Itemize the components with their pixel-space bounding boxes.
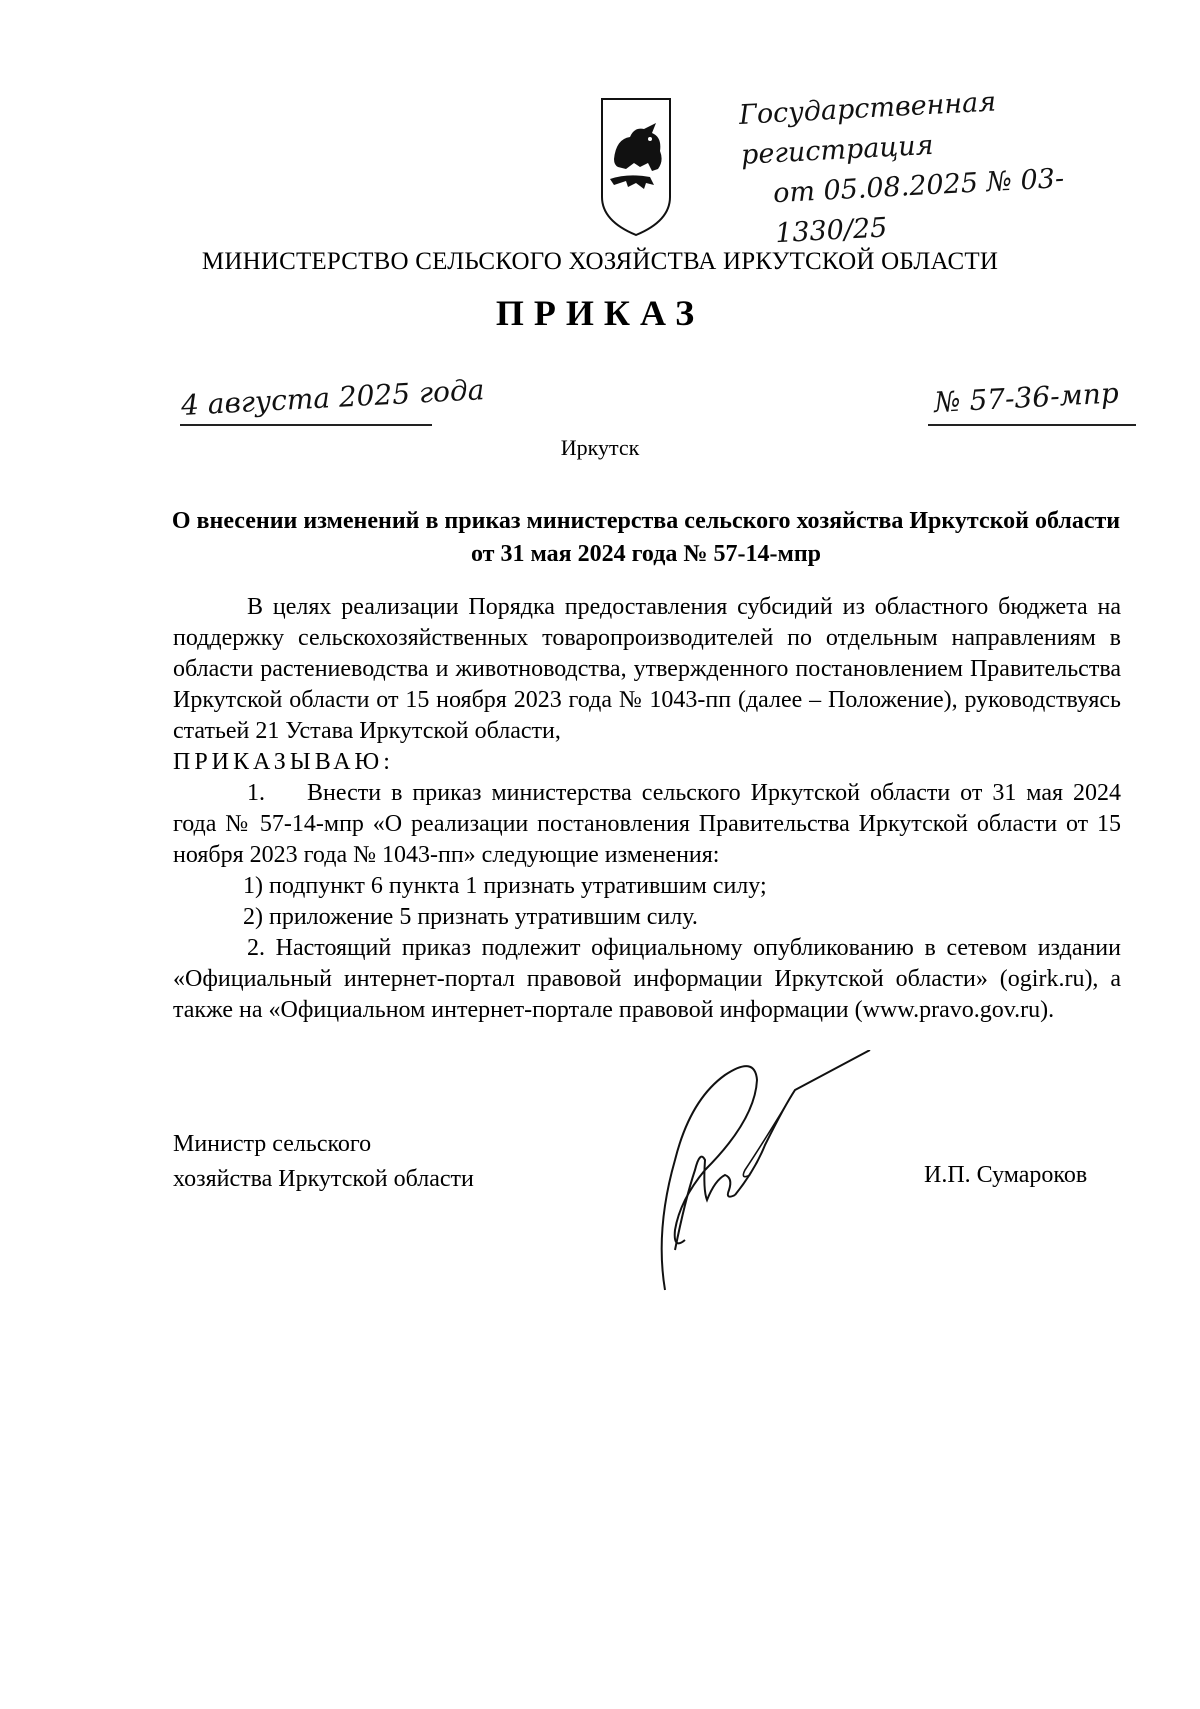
ministry-name: МИНИСТЕРСТВО СЕЛЬСКОГО ХОЗЯЙСТВА ИРКУТСКОЙ ОБЛАСТИ [201,248,999,275]
item-1-text: Внести в приказ министерства сельского Иркутской области от 31 мая 2024 года № 57-14-мпр «О реализации постановления Правительства Иркутской области от 15 ноября 2023 года № 1043-пп» следующие изменения: [173,780,1121,868]
document-date: 4 августа 2025 года [180,373,486,422]
document-title: О внесении изменений в приказ министерства сельского хозяйства Иркутской области от 31 мая 2024 года № 57-14-мпр [171,508,1121,567]
registration-note [738,74,1166,256]
handwritten-signature [645,1050,875,1300]
item-1-paragraph [173,778,1121,871]
date-underline [180,424,432,426]
minister-position-line1: Министр сельского [173,1131,372,1157]
item-1-number: 1. [247,780,265,806]
document-type: ПРИКАЗ [495,293,705,333]
decree-word: ПРИКАЗЫВАЮ: [173,749,394,775]
subitem-1: 1) подпункт 6 пункта 1 признать утратившим силу; [243,873,767,899]
minister-position-line2: хозяйства Иркутской области [173,1166,474,1192]
subitem-2: 2) приложение 5 признать утратившим силу. [243,904,698,930]
preamble-paragraph: В целях реализации Порядка предоставления субсидий из областного бюджета на поддержку сельскохозяйственных товаропроизводителей по отдельным направлениям в области растениеводства и животноводства, утвержденного постановлением Правительства Иркутской области от 15 ноября 2023 года № 1043-пп (далее – Положение), руководствуясь статьей 21 Устава Иркутской области, [173,594,1121,744]
item-2-paragraph: 2. Настоящий приказ подлежит официальному опубликованию в сетевом издании «Официальный интернет-портал правовой информации Иркутской области» (ogirk.ru), а также на «Официальном интернет-портале правовой информации (www.pravo.gov.ru). [173,935,1121,1023]
registration-note-line1: Государственная регистрация [738,86,997,171]
number-underline [928,424,1136,426]
city: Иркутск [560,435,640,460]
document-body [173,592,1121,1026]
document-number: № 57-36-мпр [933,376,1120,419]
coat-of-arms-emblem [600,97,672,237]
minister-position [173,1127,474,1197]
registration-note-line2: от 05.08.2025 № 03-1330/25 [772,163,1065,250]
signer-name: И.П. Сумароков [924,1162,1088,1188]
